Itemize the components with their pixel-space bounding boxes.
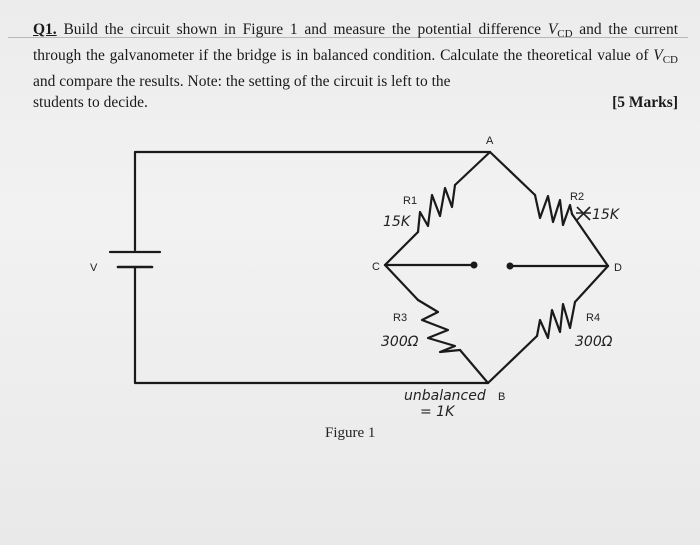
resistor-r3 <box>418 300 460 352</box>
source-label: V <box>90 262 98 274</box>
r3-value: 300Ω <box>381 334 419 350</box>
unbalanced-note: unbalanced <box>404 388 486 404</box>
r4-value: 300Ω <box>575 334 613 350</box>
question-text-part-1: Build the circuit shown in Figure 1 and measure the potential difference <box>63 21 548 38</box>
r3-label: R3 <box>393 312 408 324</box>
wire-a-r1 <box>455 152 490 185</box>
resistor-r1 <box>418 185 455 232</box>
question-text-part-2: and the current through the galvanometer if the bridge is in balanced condition. Calculate the theoretical value of <box>33 21 678 64</box>
node-c-label: C <box>372 261 380 273</box>
v-subscript-2: CD <box>662 54 678 66</box>
unbalanced-value: = 1K <box>420 404 455 420</box>
v-symbol: V <box>547 21 558 38</box>
probe-terminal-d <box>507 263 514 270</box>
wire-d-r4 <box>575 266 608 302</box>
node-a-label: A <box>486 135 494 147</box>
question-number: Q1. <box>33 21 57 38</box>
wire-r1-c <box>385 232 418 265</box>
figure-caption: Figure 1 <box>325 425 376 441</box>
r4-label: R4 <box>586 312 601 324</box>
resistor-r2 <box>535 195 572 225</box>
resistor-r4 <box>537 302 575 338</box>
wire-r4-b <box>488 336 537 383</box>
wire-top <box>135 152 490 250</box>
wire-c-r3 <box>385 265 418 300</box>
r2-value: 15K <box>592 207 619 223</box>
question-text-part-4: students to decide. <box>33 94 148 111</box>
node-b-label: B <box>498 391 506 403</box>
r2-label: R2 <box>570 191 585 203</box>
probe-terminal-c <box>471 262 478 269</box>
marks-label: [5 Marks] <box>612 94 678 111</box>
v-subscript: CD <box>557 28 573 40</box>
r1-value: 15K <box>383 214 410 230</box>
r1-label: R1 <box>403 195 418 207</box>
wire-a-r2 <box>490 152 535 195</box>
node-d-label: D <box>614 262 622 274</box>
question-text-part-3: and compare the results. Note: the setting of the circuit is left to the <box>33 73 451 90</box>
wire-r3-b <box>460 350 488 383</box>
scribble-mark <box>576 207 591 220</box>
v-symbol-2: V <box>653 47 663 64</box>
